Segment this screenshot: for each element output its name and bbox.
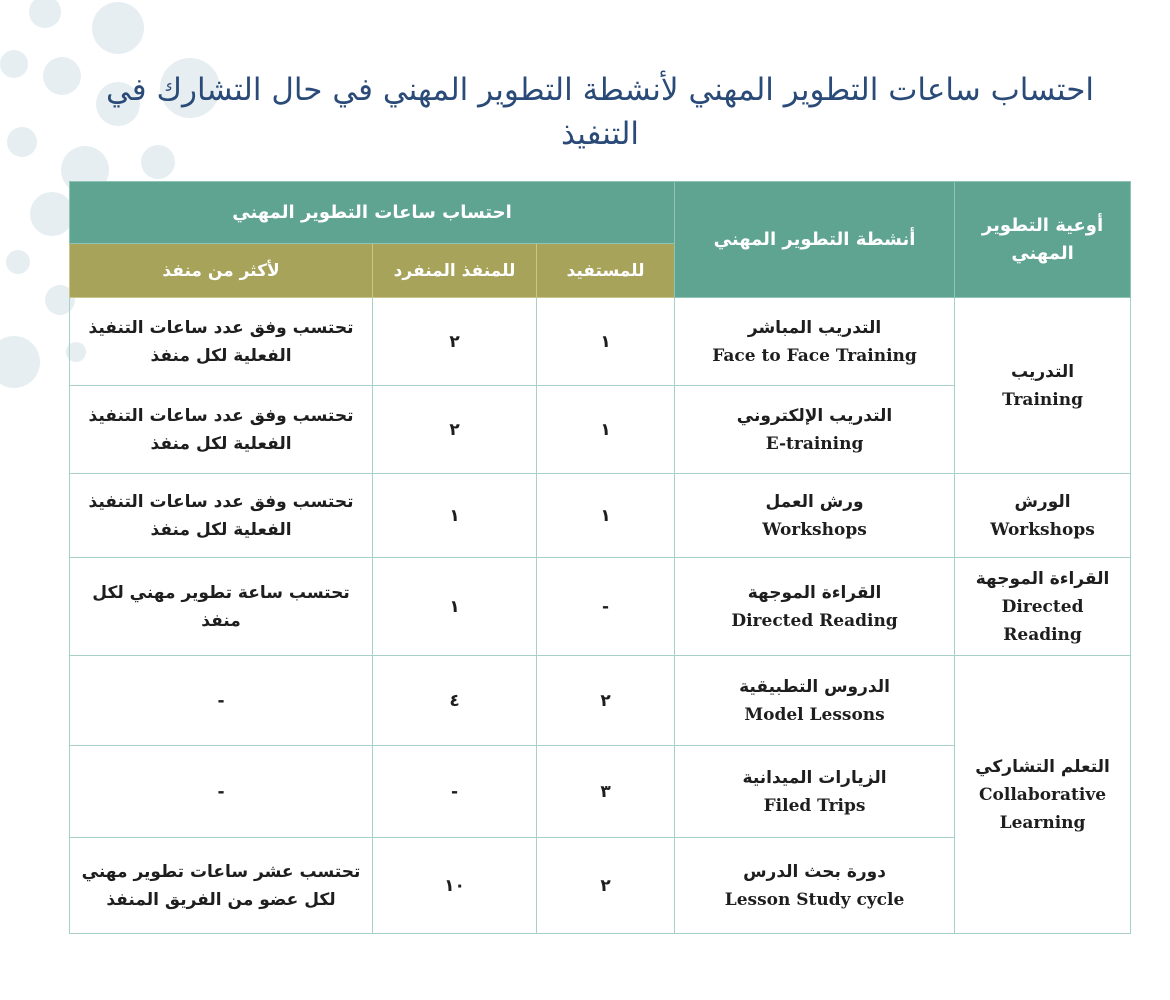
activity-cell	[675, 298, 955, 386]
multiple-cell: تحتسب ساعة تطوير مهني لكل منفذ	[70, 558, 373, 656]
activity-ar: الزيارات الميدانية	[742, 767, 887, 788]
single-cell: -	[373, 746, 537, 838]
group-cell	[955, 558, 1131, 656]
multiple-cell: تحتسب عشر ساعات تطوير مهني لكل عضو من الفريق المنفذ	[70, 838, 373, 934]
beneficiary-cell: ١	[537, 474, 675, 558]
activity-en: Model Lessons	[744, 704, 885, 725]
group-en: Collaborative Learning	[979, 784, 1107, 833]
hours-table	[69, 181, 1131, 934]
activity-ar: التدريب الإلكتروني	[736, 405, 893, 426]
header-types: أوعية التطوير المهني	[955, 182, 1131, 298]
group-ar: التدريب	[1010, 361, 1075, 382]
multiple-cell: -	[70, 656, 373, 746]
beneficiary-cell: ٢	[537, 838, 675, 934]
table-row	[70, 558, 1131, 656]
activity-ar: دورة بحث الدرس	[743, 861, 886, 882]
beneficiary-cell: ١	[537, 386, 675, 474]
single-cell: ١	[373, 474, 537, 558]
header-activities: أنشطة التطوير المهني	[675, 182, 955, 298]
group-cell	[955, 474, 1131, 558]
activity-en: Workshops	[762, 519, 867, 540]
activity-ar: التدريب المباشر	[747, 317, 882, 338]
single-cell: ١٠	[373, 838, 537, 934]
table-row	[70, 656, 1131, 746]
activity-en: E-training	[765, 433, 864, 454]
multiple-cell: -	[70, 746, 373, 838]
multiple-cell: تحتسب وفق عدد ساعات التنفيذ الفعلية لكل منفذ	[70, 298, 373, 386]
single-cell: ٤	[373, 656, 537, 746]
activity-ar: الدروس التطبيقية	[739, 676, 890, 697]
activity-en: Filed Trips	[763, 795, 866, 816]
single-cell: ٢	[373, 386, 537, 474]
header-hours-group: احتساب ساعات التطوير المهني	[70, 182, 675, 244]
group-en: Workshops	[990, 519, 1095, 540]
group-en: Directed Reading	[1001, 596, 1084, 645]
activity-cell	[675, 656, 955, 746]
activity-cell	[675, 838, 955, 934]
page-title: احتساب ساعات التطوير المهني لأنشطة التطوير المهني في حال التشارك في التنفيذ	[105, 72, 1095, 152]
single-cell: ١	[373, 558, 537, 656]
activity-en: Face to Face Training	[712, 345, 917, 366]
group-ar: الورش	[1014, 491, 1071, 512]
multiple-cell: تحتسب وفق عدد ساعات التنفيذ الفعلية لكل منفذ	[70, 386, 373, 474]
activity-cell	[675, 558, 955, 656]
group-ar: التعلم التشاركي	[975, 756, 1110, 777]
table-row	[70, 474, 1131, 558]
activity-cell	[675, 474, 955, 558]
beneficiary-cell: -	[537, 558, 675, 656]
beneficiary-cell: ١	[537, 298, 675, 386]
beneficiary-cell: ٢	[537, 656, 675, 746]
multiple-cell: تحتسب وفق عدد ساعات التنفيذ الفعلية لكل منفذ	[70, 474, 373, 558]
single-cell: ٢	[373, 298, 537, 386]
activity-en: Lesson Study cycle	[724, 889, 905, 910]
header-beneficiary: للمستفيد	[537, 244, 675, 298]
table-row	[70, 298, 1131, 386]
activity-cell	[675, 386, 955, 474]
beneficiary-cell: ٣	[537, 746, 675, 838]
group-ar: القراءة الموجهة	[975, 568, 1110, 589]
header-multiple: لأكثر من منفذ	[70, 244, 373, 298]
group-cell	[955, 656, 1131, 934]
activity-ar: ورش العمل	[765, 491, 864, 512]
activity-ar: القراءة الموجهة	[747, 582, 882, 603]
header-single: للمنفذ المنفرد	[373, 244, 537, 298]
activity-cell	[675, 746, 955, 838]
activity-en: Directed Reading	[731, 610, 898, 631]
group-en: Training	[1002, 389, 1083, 410]
group-cell	[955, 298, 1131, 474]
